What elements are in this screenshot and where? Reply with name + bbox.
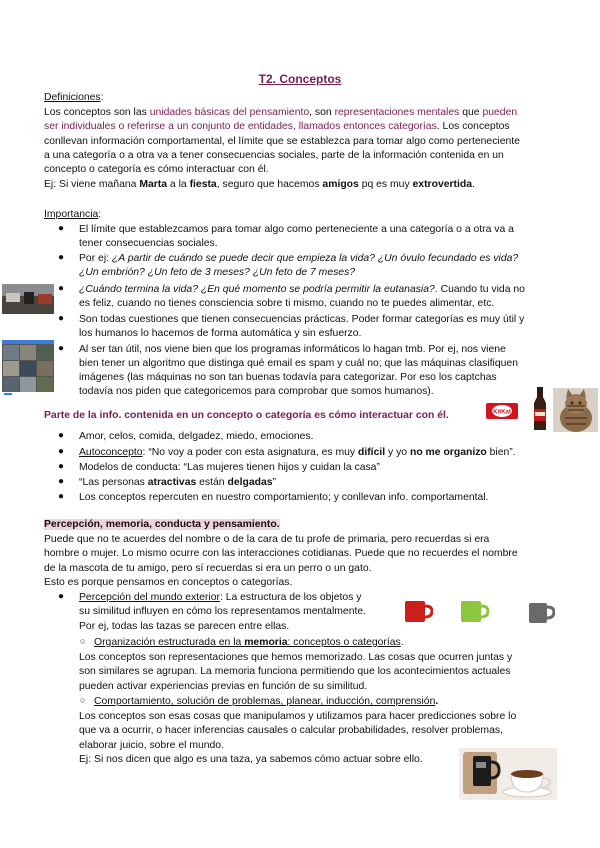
bullet-icon: ● (58, 491, 65, 502)
importancia-b2-l2: ¿Un embrión? ¿Un feto de 3 meses? ¿Un feto de 7 meses? (79, 267, 356, 278)
captcha-grid-image (2, 340, 54, 396)
definiciones-line-5: concepto o categoría es cómo interactuar con él. (44, 164, 269, 175)
importancia-b3-l2: es feliz, cuando no tienes consciencia sobre ti mismo, cuando no te puedes alimentar, etc. (79, 298, 495, 309)
bullet-icon: ● (58, 476, 65, 487)
percepcion-b1-l2: su similitud influyen en cómo los representamos mentalmente. (79, 606, 367, 617)
text: : La estructura de los objetos y (219, 592, 362, 603)
percepcion-s2-l3: elaborar juicio, sobre el mundo. (79, 740, 224, 751)
importancia-b5-l1: Al ser tan útil, nos viene bien que los programas informáticos lo hagan tmb. Por ej, nos viene (79, 344, 506, 355)
text: , son (309, 107, 335, 118)
importancia-heading-line (44, 208, 101, 222)
definiciones-heading: Definiciones (44, 92, 101, 103)
highlight-text: pueden (482, 107, 518, 118)
captcha-grid-icon (2, 340, 54, 396)
page-title: T2. Conceptos (258, 72, 342, 86)
text: ” (272, 477, 276, 488)
gray-mug-icon (527, 600, 555, 624)
coffee-cups-icon (459, 748, 557, 800)
text: “Las personas (79, 477, 148, 488)
percepcion-b1-l1 (79, 591, 361, 605)
street-photo-icon (2, 284, 54, 314)
highlight-text: unidades básicas del pensamiento (149, 107, 310, 118)
circle-bullet-icon: ○ (80, 695, 86, 705)
kitkat-icon (486, 401, 518, 421)
circle-bullet-icon: ○ (80, 636, 86, 646)
bullet-icon: ● (58, 461, 65, 472)
percepcion-p2: hombre o mujer. Lo mismo ocurre con las interacciones cotidianas. Puede que no recuerdes el nombre (44, 548, 518, 559)
parte-item-5: Los conceptos repercuten en nuestro comportamiento; y conllevan info. comportamental. (79, 492, 489, 503)
definiciones-example (44, 178, 475, 192)
bold-text: amigos (322, 179, 359, 190)
text: y yo (385, 447, 410, 458)
text: Por ej: (79, 253, 112, 264)
percepcion-p3: de la mascota de tu amigo, pero sí recuerdas si era un perro o un gato. (44, 563, 372, 574)
percepcion-s1-l2: son similares se agrupan. La memoria funciona permitiendo que los acontecimientos actuales (79, 666, 511, 677)
bullet-icon: ● (58, 430, 65, 441)
text: , seguro que hacemos (216, 179, 323, 190)
bold-text: difícil (357, 447, 386, 458)
bold-text: extrovertida (412, 179, 473, 190)
definiciones-line-4: a una categoría o a otra va a tener consecuencias sociales, parte de la información contenida en un (44, 150, 504, 161)
coffee-cups-image (459, 748, 557, 800)
bold-text: atractivas (147, 477, 197, 488)
importancia-b4-l2: los humanos lo hacemos de forma automática y sin esfuerzo. (79, 328, 362, 339)
text: . (400, 637, 404, 648)
bullet-icon: ● (58, 591, 65, 602)
underlined-text: Comportamiento, solución de problemas, planear, inducción, comprensión (94, 696, 436, 707)
percepcion-s2-l4: Ej: Si nos dicen que algo es una taza, ya sabemos cómo actuar sobre ello. (79, 754, 423, 765)
definiciones-line-1 (44, 106, 517, 120)
percepcion-s2-l2: que va a ocurrir, o hacer inferencias causales o calcular probabilidades, resolver problemas, (79, 725, 503, 736)
cat-icon (553, 388, 598, 432)
definiciones-line-2 (44, 120, 510, 134)
text: que (459, 107, 483, 118)
green-mug-icon (459, 598, 489, 624)
bullet-icon: ● (58, 446, 65, 457)
text: : “No voy a poder con esta asignatura, es muy (142, 447, 358, 458)
bold-text: fiesta (189, 179, 217, 190)
percepcion-s1-head (94, 636, 404, 650)
text: bien”. (486, 447, 516, 458)
kitkat-image (486, 401, 518, 421)
bold-text: . (435, 696, 439, 707)
red-mug-icon (403, 598, 433, 624)
bold-underlined-text: memoria (244, 637, 288, 648)
highlight-text: representaciones mentales (334, 107, 460, 118)
highlight-text: ser individuales o referirse a un conjunto de entidades, llamados entonces categorías (44, 121, 437, 132)
parte-item-4 (79, 476, 276, 490)
percepcion-s1-l1: Los conceptos son representaciones que hemos memorizado. Las cosas que ocurren juntas y (79, 652, 513, 663)
cat-photo-image (553, 388, 598, 432)
colon: : (100, 92, 104, 103)
kitkat-label: KitKat (493, 409, 511, 416)
importancia-b2-l1 (79, 252, 518, 266)
percepcion-p1: Puede que no te acuerdes del nombre o de la cara de tu profe de primaria, pero recuerdas si era (44, 534, 490, 545)
beer-bottle-image (531, 387, 549, 431)
green-mug-image (459, 598, 489, 624)
text: pq es muy (358, 179, 413, 190)
percepcion-s2-head (94, 695, 438, 709)
underlined-text: : conceptos o categorías (287, 637, 401, 648)
text: están (196, 477, 228, 488)
percepcion-s1-l3: pueden activar experiencias previas en función de su similitud. (79, 681, 368, 692)
importancia-b1-l1: El límite que establezcamos para tomar algo como perteneciente a una categoría o a otra va a (79, 224, 514, 235)
importancia-b1-l2: tener consecuencias sociales. (79, 238, 218, 249)
bullet-icon: ● (58, 223, 65, 234)
beer-bottle-icon (531, 387, 549, 431)
percepcion-b1-l3: Por ej, todas las tazas se parecen entre ellas. (79, 621, 290, 632)
bullet-icon: ● (58, 313, 65, 324)
underlined-text: Organización estructurada en la (94, 637, 245, 648)
parte-item-2 (79, 446, 516, 460)
underlined-text: Autoconcepto (79, 447, 143, 458)
gray-mug-image (527, 600, 555, 624)
bold-text: no me organizo (409, 447, 487, 458)
red-mug-image (403, 598, 433, 624)
parte-heading: Parte de la info. contenida en un concepto o categoría es cómo interactuar con él. (44, 410, 449, 421)
definiciones-line-3: conllevan información comportamental, el límite que se establezca para tomar algo como perteneciente (44, 136, 520, 147)
importancia-b5-l2: bien tener un algoritmo que distinga qué email es spam y cuál no; que las máquinas clasifiquen (79, 358, 518, 369)
importancia-b5-l3: imágenes (las máquinas no son tan buenas todavía para categorizar. Por eso los captchas (79, 372, 497, 383)
italic-text: ¿A partir de cuándo se puede decir que empieza la vida? ¿Un óvulo fecundado es vida? (111, 253, 519, 264)
percepcion-p4: Esto es porque pensamos en conceptos o categorías. (44, 577, 293, 588)
text: Ej: Si viene mañana (44, 179, 140, 190)
bullet-icon: ● (58, 283, 65, 294)
importancia-b4-l1: Son todas cuestiones que tienen consecuencias prácticas. Poder formar categorías es muy útil y (79, 314, 525, 325)
street-photo-image (2, 284, 54, 314)
parte-item-3: Modelos de conducta: “Las mujeres tienen hijos y cuidan la casa” (79, 462, 380, 473)
underlined-text: Percepción del mundo exterior (79, 592, 220, 603)
percepcion-heading (44, 518, 280, 532)
bold-text: delgadas (227, 477, 273, 488)
text: . (472, 179, 475, 190)
percepcion-s2-l1: Los conceptos son esas cosas que manipulamos y utilizamos para hacer predicciones sobre lo (79, 711, 517, 722)
bold-text: Marta (139, 179, 168, 190)
text: a la (167, 179, 190, 190)
parte-item-1: Amor, celos, comida, delgadez, miedo, emociones. (79, 431, 314, 442)
text: . Cuando tu vida no (434, 284, 525, 295)
text: Los conceptos son las (44, 107, 150, 118)
importancia-b5-l4: todavía nos piden que categoricemos para comprobar que somos humanos). (79, 386, 434, 397)
highlighted-heading: Percepción, memoria, conducta y pensamiento. (44, 519, 280, 530)
definiciones-heading-line (44, 91, 104, 105)
text: . Los conceptos (436, 121, 510, 132)
colon: : (98, 209, 102, 220)
importancia-heading: Importancia (44, 209, 99, 220)
bullet-icon: ● (58, 343, 65, 354)
importancia-b3-l1 (79, 283, 525, 297)
italic-text: ¿Cuándo termina la vida? ¿En qué momento se podría permitir la eutanasia? (79, 284, 435, 295)
bullet-icon: ● (58, 252, 65, 263)
